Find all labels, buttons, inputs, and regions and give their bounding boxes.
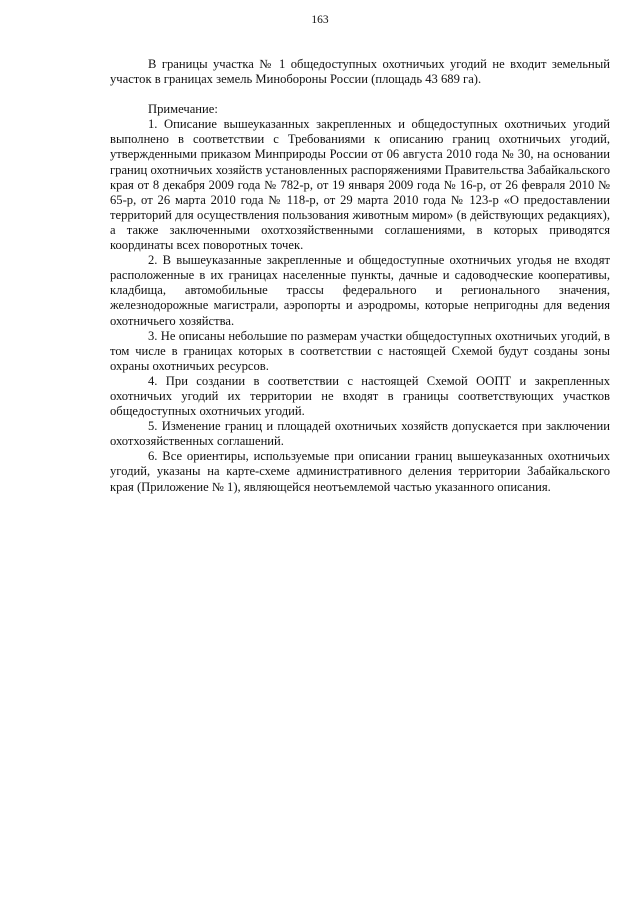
note-item-6: 6. Все ориентиры, используемые при описании границ вышеуказанных охотничьих угодий, указаны на карте-схеме административного деления территории Забайкальского края (Приложение № 1), являющейся неотъемлемой частью указанного описания. — [110, 449, 610, 494]
note-item-4: 4. При создании в соответствии с настоящей Схемой ООПТ и закрепленных охотничьих угодий их территории не входят в границы соответствующих участков общедоступных охотничьих угодий. — [110, 373, 610, 419]
intro-paragraph: В границы участка № 1 общедоступных охотничьих угодий не входит земельный участок в границах земель Минобороны России (площадь 43 689 га). — [110, 57, 610, 87]
note-item-3: 3. Не описаны небольшие по размерам участки общедоступных охотничьих угодий, в том числе в границах которых в соответствии с настоящей Схемой будут созданы зоны охраны охотничьих ресурсов. — [110, 328, 610, 373]
note-item-2: 2. В вышеуказанные закрепленные и общедоступные охотничьих угодья не входят расположенные в их границах населенные пункты, дачные и садоводческие кооперативы, кладбища, автомобильные трассы федерального и регионального значения, железнодорожные магистрали, аэропорты и аэродромы, которые непригодны для ведения охотничьего хозяйства. — [110, 253, 610, 328]
note-heading: Примечание: — [148, 102, 218, 117]
note-item-1: 1. Описание вышеуказанных закрепленных и общедоступных охотничьих угодий выполнено в соответствии с Требованиями к описанию границ охотничьих угодий, утвержденными приказом Минприроды России от 06 августа 2010 года № 30, на основании границ охотничьих хозяйств установленных распоряжениями Правительства Забайкальского края от 8 декабря 2009 года № 782-р, от 19 января 2009 года № 16-р, от 26 февраля 2010 № 65-р, от 26 марта 2010 года № 118-р, от 29 марта 2010 года № 123-р «О предоставлении территорий для осуществления пользования животным миром» (в действующих редакциях), а также заключенными охотхозяйственными соглашениями, в которых приводятся координаты всех поворотных точек. — [110, 117, 610, 253]
note-item-5: 5. Изменение границ и площадей охотничьих хозяйств допускается при заключении охотхозяйственных соглашений. — [110, 419, 610, 449]
page-number: 163 — [311, 14, 329, 26]
document-body — [110, 57, 610, 495]
